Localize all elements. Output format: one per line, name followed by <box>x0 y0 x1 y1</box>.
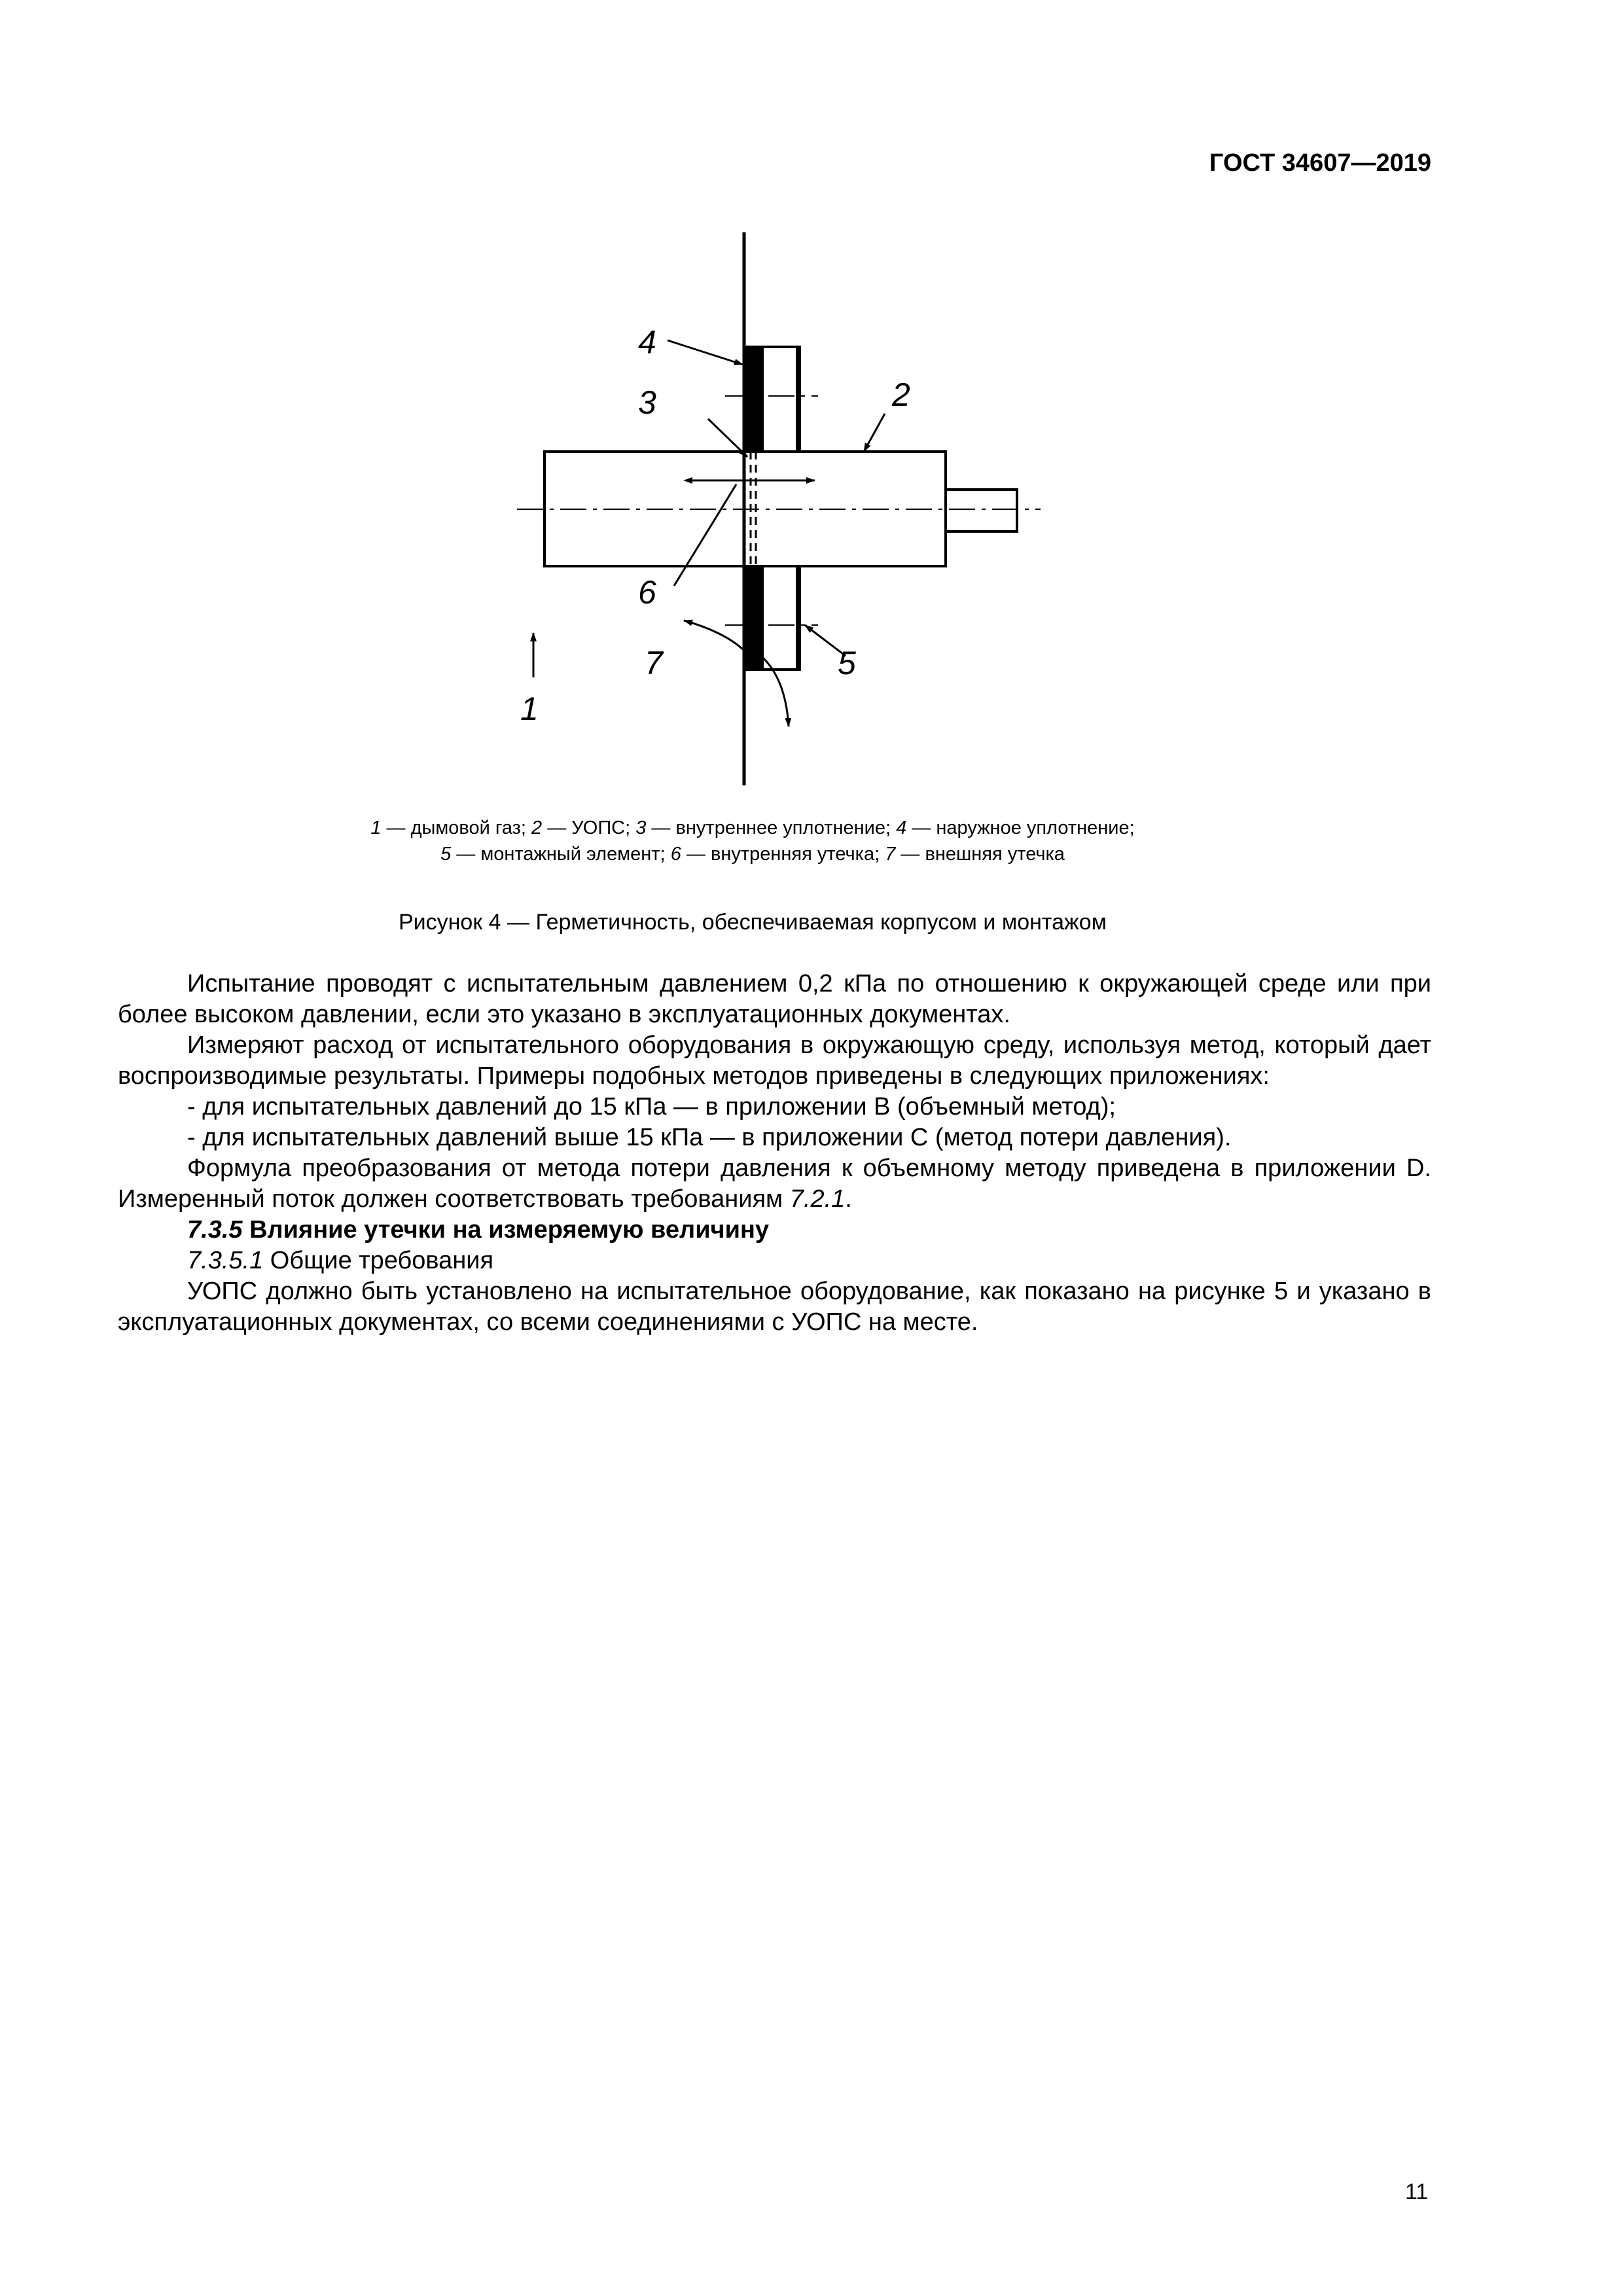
figure-legend <box>0 815 1505 867</box>
legend-line-2: 5 — монтажный элемент; 6 — внутренняя утечка; 7 — внешняя утечка <box>440 844 1065 865</box>
body-text <box>118 969 1431 1338</box>
legend-line-1: 1 — дымовой газ; 2 — УОПС; 3 — внутреннее уплотнение; 4 — наружное уплотнение; <box>370 817 1135 838</box>
outer-seal-top <box>744 347 764 452</box>
document-header: ГОСТ 34607—2019 <box>1209 149 1431 177</box>
label-2: 2 <box>892 376 910 413</box>
label-5: 5 <box>838 645 856 681</box>
paragraph-1: Испытание проводят с испытательным давлением 0,2 кПа по отношению к окружающей среде или при более высоком давлении, если это указано в эксплуатационных документах. <box>118 970 1431 1028</box>
figure-caption: Рисунок 4 — Герметичность, обеспечиваемая корпусом и монтажом <box>398 910 1107 935</box>
figure-4-diagram <box>0 0 1623 851</box>
clause-reference: 7.2.1 <box>789 1185 846 1213</box>
outlet-pipe <box>946 490 1017 531</box>
paragraph-3: Формула преобразования от метода потери давления к объемному методу приведена в приложении D. Измеренный поток должен соответствовать требованиям 7.2.1. <box>118 1155 1431 1213</box>
label-7: 7 <box>645 645 663 681</box>
paragraph-2: Измеряют расход от испытательного оборудования в окружающую среду, используя метод, который дает воспроизводимые результаты. Примеры подобных методов приведены в следующих приложениях: <box>118 1031 1431 1090</box>
list-item-2: - для испытательных давлений выше 15 кПа — в приложении С (метод потери давления). <box>187 1124 1232 1151</box>
subsection-heading-7-3-5-1: 7.3.5.1 Общие требования <box>187 1247 494 1274</box>
label-6: 6 <box>638 574 656 611</box>
section-heading-7-3-5: 7.3.5 Влияние утечки на измеряемую величину <box>187 1216 770 1244</box>
paragraph-4: УОПС должно быть установлено на испытательное оборудование, как показано на рисунке 5 и указано в эксплуатационных документах, со всеми соединениями с УОПС на месте. <box>118 1278 1431 1336</box>
page-number: 11 <box>1405 2179 1429 2204</box>
list-item-1: - для испытательных давлений до 15 кПа — в приложении В (объемный метод); <box>187 1093 1116 1121</box>
label-3: 3 <box>638 384 656 421</box>
label-1: 1 <box>520 691 539 727</box>
label-4: 4 <box>638 324 656 361</box>
outer-seal-bottom <box>744 566 764 670</box>
